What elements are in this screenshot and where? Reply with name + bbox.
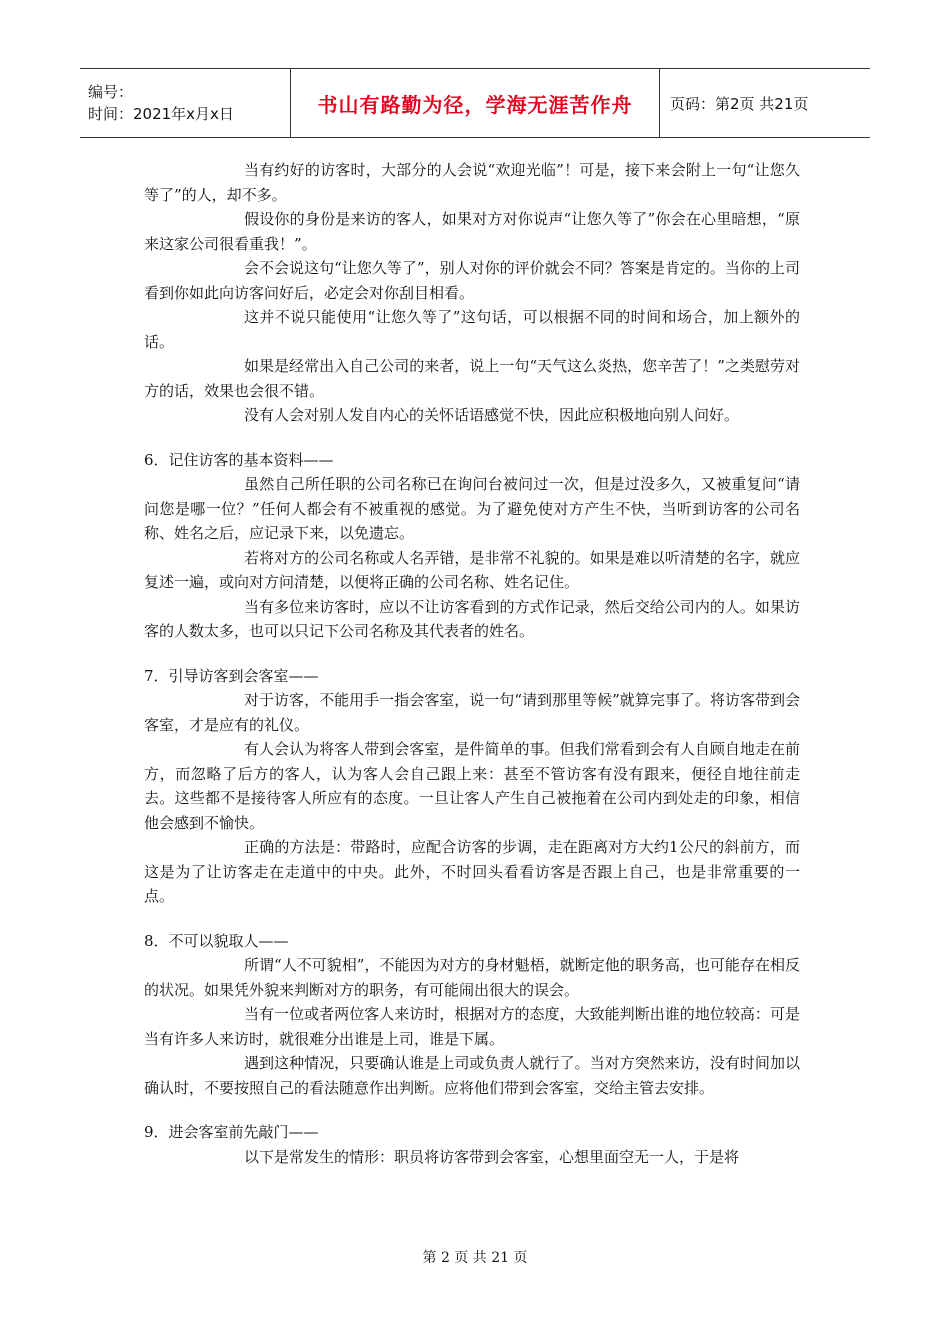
paragraph: 以下是常发生的情形：职员将访客带到会客室，心想里面空无一人，于是将 xyxy=(244,1147,740,1166)
paragraph: 假设你的身份是来访的客人，如果对方对你说声“让您久等了”你会在心里暗想，“原来这家公司很看重我！”。 xyxy=(144,210,800,253)
section-heading: 7．引导访客到会客室—— xyxy=(144,666,319,685)
paragraph: 当有约好的访客时，大部分的人会说“欢迎光临”！可是，接下来会附上一句“让您久等了”的人，却不多。 xyxy=(144,161,800,204)
section-heading: 8．不可以貌取人—— xyxy=(144,931,289,950)
paragraph: 如果是经常出入自己公司的来者，说上一句“天气这么炎热，您辛苦了！”之类慰劳对方的话，效果也会很不错。 xyxy=(144,357,800,400)
paragraph: 虽然自己所任职的公司名称已在询问台被问过一次，但是过没多久，又被重复问“请问您是哪一位？”任何人都会有不被重视的感觉。为了避免使对方产生不快，当听到访客的公司名称、姓名之后，应记录下来，以免遗忘。 xyxy=(144,475,800,542)
page-footer: 第 2 页 共 21 页 xyxy=(422,1250,528,1266)
document-date: 时间：2021年x月x日 xyxy=(88,105,234,123)
paragraph: 遇到这种情况，只要确认谁是上司或负责人就行了。当对方突然来访，没有时间加以确认时，不要按照自己的看法随意作出判断。应将他们带到会客室，交给主管去安排。 xyxy=(144,1054,800,1097)
paragraph: 这并不说只能使用“让您久等了”这句话，可以根据不同的时间和场合，加上额外的话。 xyxy=(144,308,800,351)
paragraph: 会不会说这句“让您久等了”，别人对你的评价就会不同？答案是肯定的。当你的上司看到你如此向访客问好后，必定会对你刮目相看。 xyxy=(144,259,800,302)
paragraph: 对于访客，不能用手一指会客室，说一句“请到那里等候”就算完事了。将访客带到会客室，才是应有的礼仪。 xyxy=(144,691,800,734)
section-heading: 9．进会客室前先敲门—— xyxy=(144,1123,319,1141)
paragraph: 有人会认为将客人带到会客室，是件简单的事。但我们常看到会有人自顾自地走在前方，而忽略了后方的客人，认为客人会自己跟上来：甚至不管访客有没有跟来，便径自地往前走去。这些都不是接待客人所应有的态度。一旦让客人产生自己被拖着在公司内到处走的印象，相信他会感到不愉快。 xyxy=(144,740,800,832)
document-body xyxy=(144,158,800,1169)
header-page-number: 页码：第2页 共21页 xyxy=(670,94,809,113)
document-number-label: 编号： xyxy=(88,83,134,101)
header-meta xyxy=(80,69,291,137)
header-motto: 书山有路勤为径，学海无涯苦作舟 xyxy=(291,69,660,137)
paragraph: 当有多位来访客时，应以不让访客看到的方式作记录，然后交给公司内的人。如果访客的人数太多，也可以只记下公司名称及其代表者的姓名。 xyxy=(144,597,800,640)
page-header xyxy=(80,68,870,138)
paragraph: 没有人会对别人发自内心的关怀话语感觉不快，因此应积极地向别人问好。 xyxy=(244,406,740,424)
paragraph: 若将对方的公司名称或人名弄错，是非常不礼貌的。如果是难以听清楚的名字，就应复述一遍，或向对方问清楚，以便将正确的公司名称、姓名记住。 xyxy=(144,548,800,591)
paragraph: 当有一位或者两位客人来访时，根据对方的态度，大致能判断出谁的地位较高：可是当有许多人来访时，就很难分出谁是上司，谁是下属。 xyxy=(144,1005,800,1048)
section-heading: 6．记住访客的基本资料—— xyxy=(144,450,334,469)
paragraph: 所谓“人不可貌相”，不能因为对方的身材魁梧，就断定他的职务高，也可能存在相反的状况。如果凭外貌来判断对方的职务，有可能闹出很大的误会。 xyxy=(144,956,800,999)
paragraph: 正确的方法是：带路时，应配合访客的步调，走在距离对方大约1公尺的斜前方，而这是为了让访客走在走道中的中央。此外，不时回头看看访客是否跟上自己，也是非常重要的一点。 xyxy=(144,838,800,905)
